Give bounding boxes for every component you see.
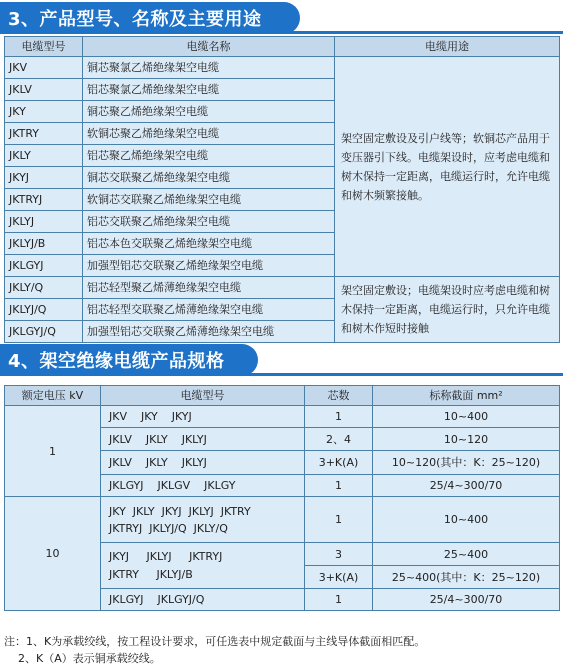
cell-cores: 3 xyxy=(305,543,373,566)
cell-name: 铝芯本色交联聚乙烯绝缘架空电缆 xyxy=(83,233,335,255)
table-row xyxy=(5,497,560,543)
header-model: 电缆型号 xyxy=(101,386,305,406)
cell-models: JKY JKLY JKYJ JKLYJ JKTRY JKTRYJ JKLYJ/Q JKLY/Q xyxy=(101,497,305,543)
cell-model: JKLY/Q xyxy=(5,277,83,299)
cell-section: 25~400 xyxy=(373,543,560,566)
cell-name: 软铜芯聚乙烯绝缘架空电缆 xyxy=(83,123,335,145)
cell-name: 铝芯轻型交联聚乙烯薄绝缘架空电缆 xyxy=(83,299,335,321)
cell-name: 加强型铝芯交联聚乙烯薄绝缘架空电缆 xyxy=(83,321,335,343)
cell-cores: 3+K(A) xyxy=(305,566,373,589)
cell-model: JKV xyxy=(5,57,83,79)
header-voltage: 额定电压 kV xyxy=(5,386,101,406)
cell-models: JKV JKY JKYJ xyxy=(101,406,305,428)
cell-section: 10~120 xyxy=(373,428,560,451)
cell-model: JKLGYJ/Q xyxy=(5,321,83,343)
cell-models: JKYJ JKLYJ JKTRYJ JKTRY JKLYJ/B xyxy=(101,543,305,589)
cell-cores: 3+K(A) xyxy=(305,451,373,475)
cell-model: JKYJ xyxy=(5,167,83,189)
header-use: 电缆用途 xyxy=(335,37,560,57)
section4-header xyxy=(0,344,563,376)
cell-section: 10~400 xyxy=(373,497,560,543)
cell-model: JKLYJ/B xyxy=(5,233,83,255)
table-row xyxy=(5,57,560,79)
product-model-table xyxy=(4,36,560,343)
section4-header-stripe xyxy=(0,373,563,376)
cell-section: 25~400(其中：K：25~120) xyxy=(373,566,560,589)
cell-section: 10~400 xyxy=(373,406,560,428)
cell-cores: 2、4 xyxy=(305,428,373,451)
cell-cores: 1 xyxy=(305,406,373,428)
cell-cores: 1 xyxy=(305,497,373,543)
cell-section: 25/4~300/70 xyxy=(373,475,560,497)
header-section: 标称截面 mm² xyxy=(373,386,560,406)
cell-models: JKLV JKLY JKLYJ xyxy=(101,428,305,451)
table-header-row xyxy=(5,37,560,57)
cell-name: 加强型铝芯交联聚乙烯绝缘架空电缆 xyxy=(83,255,335,277)
cell-models: JKLV JKLY JKLYJ xyxy=(101,451,305,475)
section4-title: 4、架空绝缘电缆产品规格 xyxy=(8,351,225,372)
cell-name: 铝芯聚乙烯绝缘架空电缆 xyxy=(83,145,335,167)
cell-models: JKLGYJ JKLGYJ/Q xyxy=(101,589,305,611)
cell-section: 25/4~300/70 xyxy=(373,589,560,611)
cell-models: JKLGYJ JKLGV JKLGY xyxy=(101,475,305,497)
header-cores: 芯数 xyxy=(305,386,373,406)
cell-use-2: 架空固定敷设；电缆架设时应考虑电缆和树木保持一定距离，电缆运行时，只允许电缆和树木作短时接触 xyxy=(335,277,560,343)
cell-model: JKTRYJ xyxy=(5,189,83,211)
cell-model: JKY xyxy=(5,101,83,123)
cell-model: JKLYJ xyxy=(5,211,83,233)
cell-cores: 1 xyxy=(305,589,373,611)
cell-name: 铝芯聚氯乙烯绝缘架空电缆 xyxy=(83,79,335,101)
section3-header-stripe xyxy=(0,31,563,34)
note-1: 注：1、K为承载绞线，按工程设计要求，可任选表中规定截面与主线导体截面相匹配。 xyxy=(4,635,426,648)
cell-name: 铝芯交联聚乙烯绝缘架空电缆 xyxy=(83,211,335,233)
cell-model: JKLY xyxy=(5,145,83,167)
table-row xyxy=(5,277,560,299)
cell-name: 铜芯聚乙烯绝缘架空电缆 xyxy=(83,101,335,123)
cell-model: JKLGYJ xyxy=(5,255,83,277)
cell-section: 10~120(其中：K：25~120) xyxy=(373,451,560,475)
table-row xyxy=(5,406,560,428)
cell-name: 铜芯聚氯乙烯绝缘架空电缆 xyxy=(83,57,335,79)
section3-title: 3、产品型号、名称及主要用途 xyxy=(8,9,262,30)
cell-use-1: 架空固定敷设及引户线等；软铜芯产品用于变压器引下线。电缆架设时，应考虑电缆和树木保持一定距离，电缆运行时，允许电缆和树木频繁接触。 xyxy=(335,57,560,277)
cell-name: 铜芯交联聚乙烯绝缘架空电缆 xyxy=(83,167,335,189)
cell-cores: 1 xyxy=(305,475,373,497)
cell-name: 软铜芯交联聚乙烯绝缘架空电缆 xyxy=(83,189,335,211)
cell-voltage: 1 xyxy=(5,406,101,497)
cell-voltage: 10 xyxy=(5,497,101,611)
table-header-row xyxy=(5,386,560,406)
header-name: 电缆名称 xyxy=(83,37,335,57)
product-spec-table xyxy=(4,385,560,611)
header-model: 电缆型号 xyxy=(5,37,83,57)
cell-model: JKLYJ/Q xyxy=(5,299,83,321)
note-2: 2、K（A）表示铜承载绞线。 xyxy=(4,652,161,665)
section3-header xyxy=(0,2,563,34)
cell-model: JKLV xyxy=(5,79,83,101)
cell-model: JKTRY xyxy=(5,123,83,145)
cell-name: 铝芯轻型聚乙烯薄绝缘架空电缆 xyxy=(83,277,335,299)
